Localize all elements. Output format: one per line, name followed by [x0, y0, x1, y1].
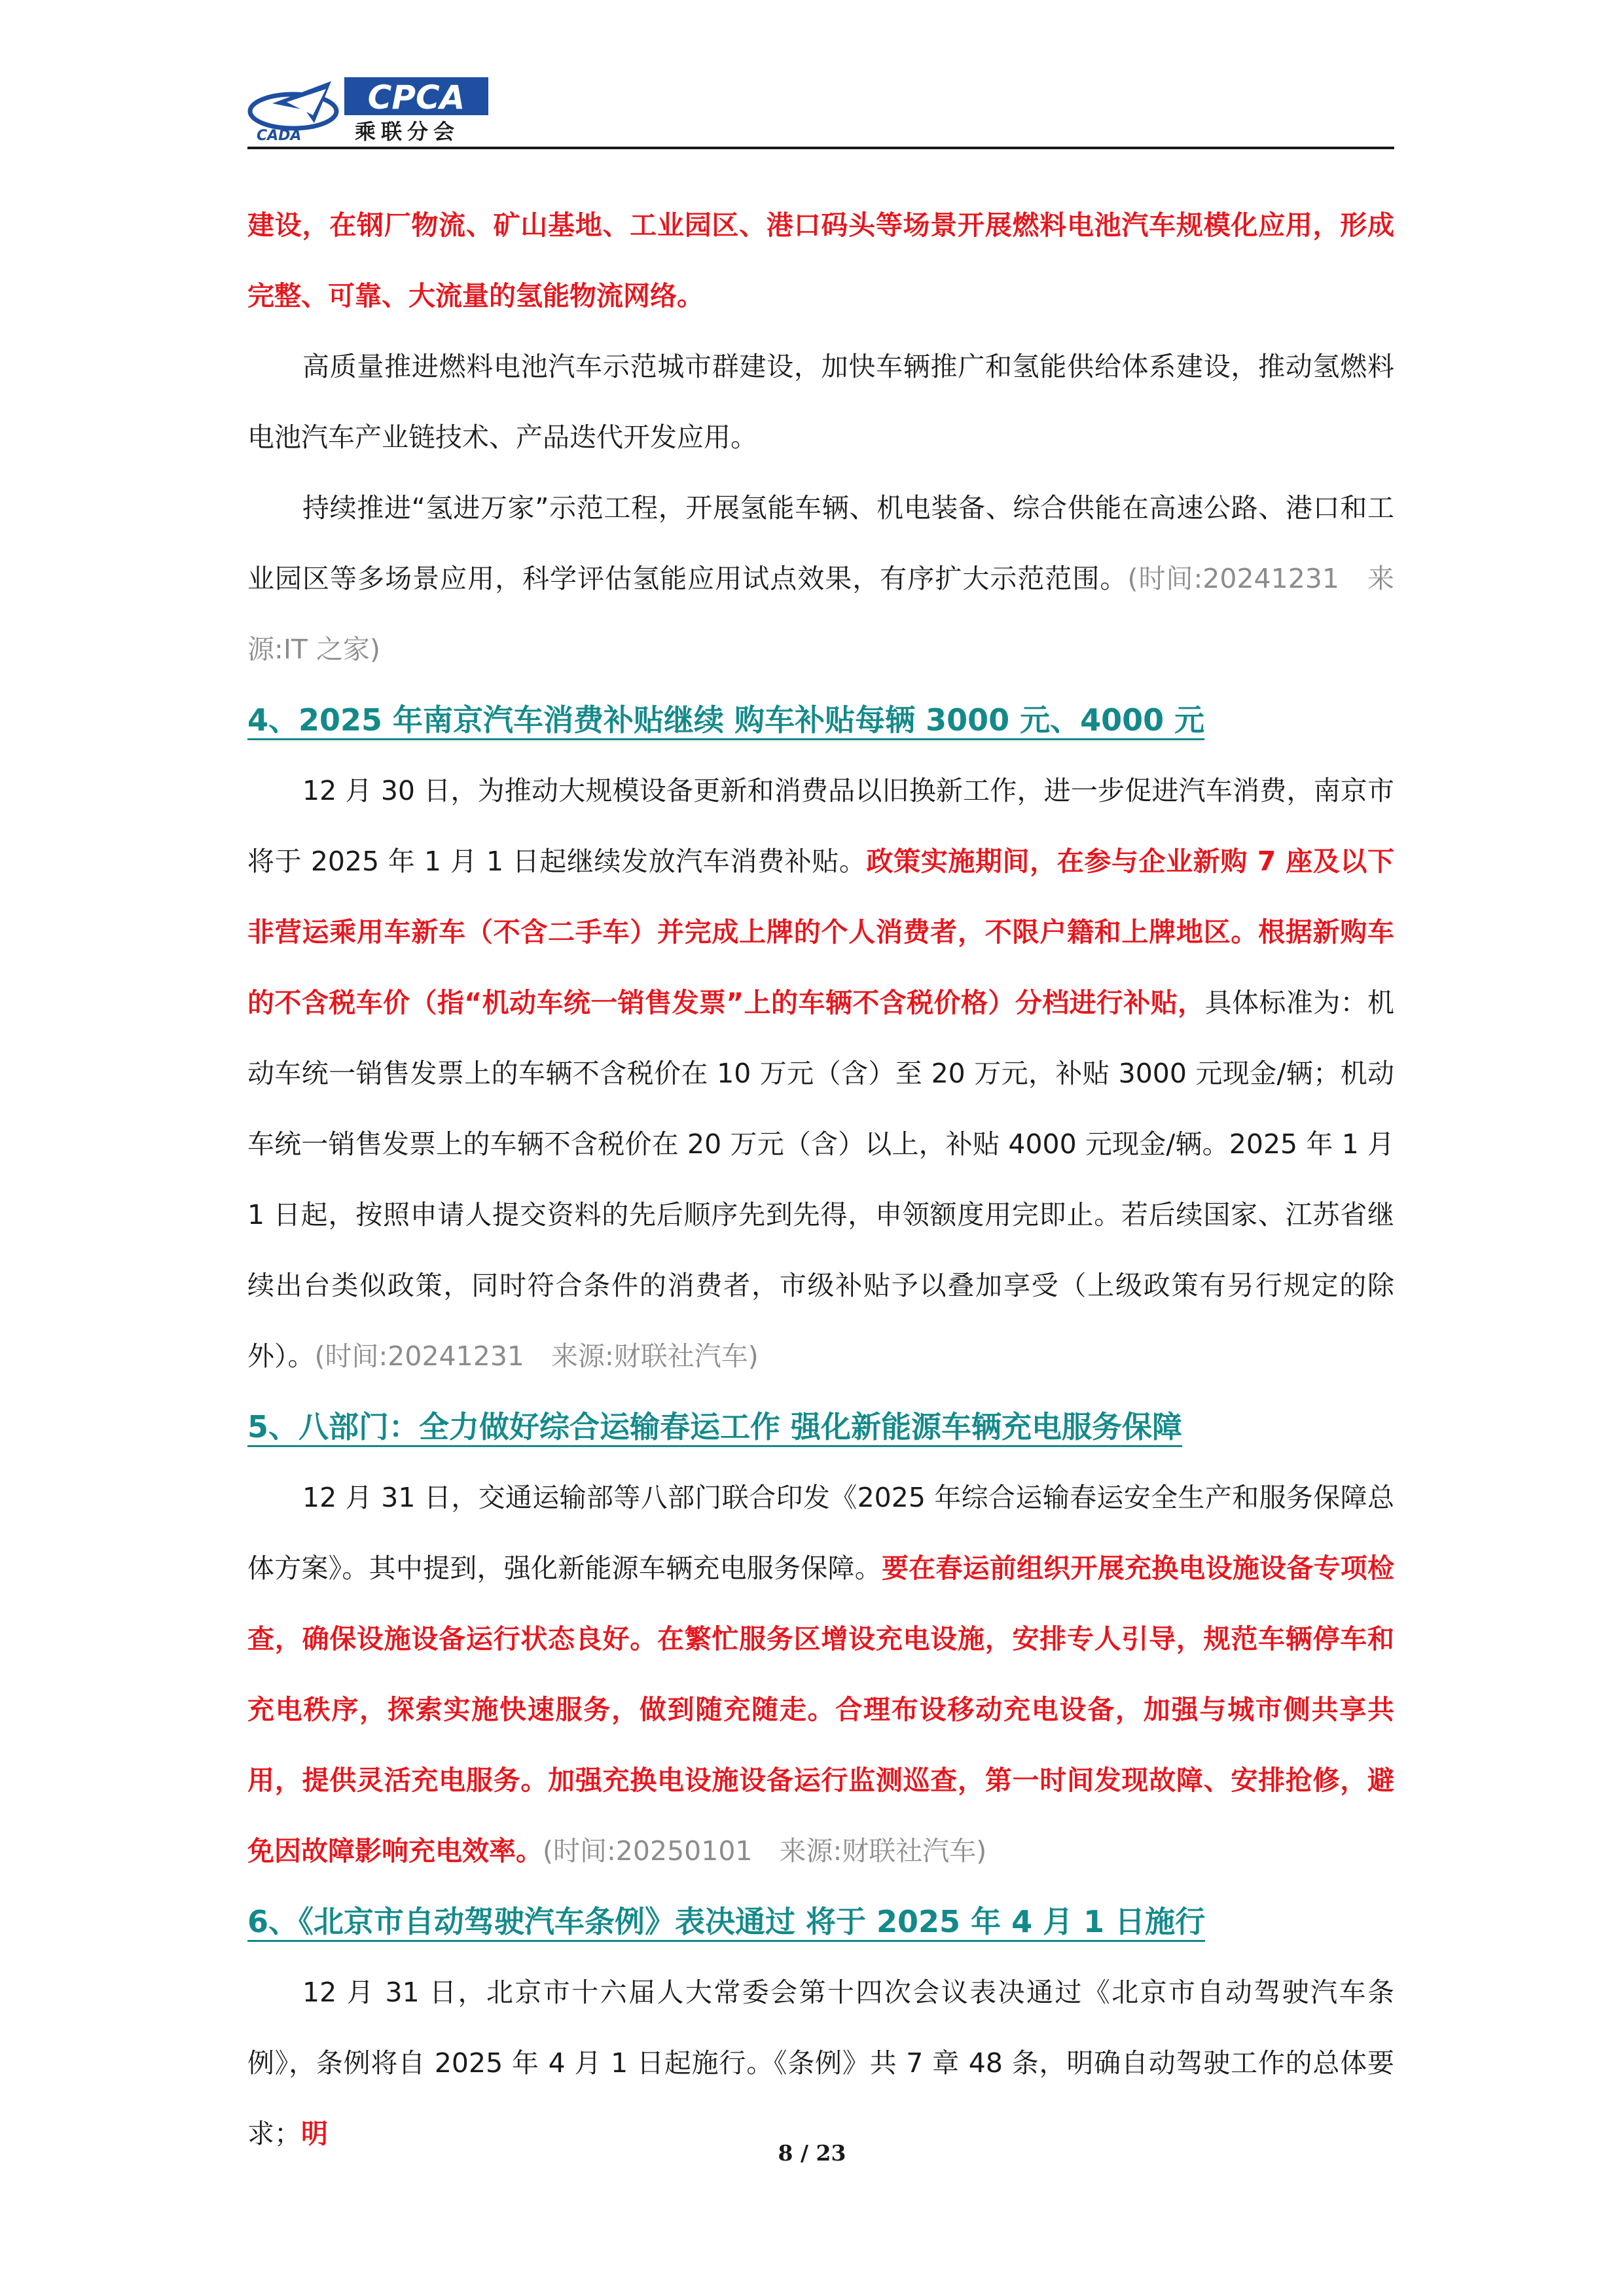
intro-red-text: 建设，在钢厂物流、矿山基地、工业园区、港口码头等场景开展燃料电池汽车规模化应用，形成完整、可靠、大流量的氢能物流网络。: [247, 209, 1394, 312]
section-4-red-text: 政策实施期间，在参与企业新购 7 座及以下非营运乘用车新车（不含二手车）并完成上牌的个人消费者，不限户籍和上牌地区。根据新购车的不含税车价（指“机动车统一销售发票”上的车辆不含税价格）分档进行补贴，: [247, 846, 1394, 1018]
section-5-red-text: 要在春运前组织开展充换电设施设备专项检查，确保设施设备运行状态良好。在繁忙服务区增设充电设施，安排专人引导，规范车辆停车和充电秩序，探索实施快速服务，做到随充随走。合理布设移动充电设备，加强与城市侧共享共用，提供灵活充电服务。加强充换电设施设备运行监测巡查，第一时间发现故障、安排抢修，避免因故障影响充电效率。: [247, 1552, 1395, 1867]
header-divider: [247, 147, 1394, 149]
source-note: (时间:20250101 来源:财联社汽车): [543, 1835, 987, 1867]
section-6-text: 12 月 31 日，北京市十六届人大常委会第十四次会议表决通过《北京市自动驾驶汽车条例》，条例将自 2025 年 4 月 1 日起施行。《条例》共 7 章 48 条，明确自动驾驶工作的总体要求；: [247, 1977, 1394, 2149]
logo-mark-text: CADA: [257, 128, 302, 144]
section-4-paragraph: [247, 755, 1394, 1391]
cpca-logo: [247, 63, 496, 148]
source-note: (时间:20241231 来源:IT 之家): [247, 563, 1394, 665]
section-6-paragraph: [247, 1957, 1394, 2169]
intro-p3-text: 持续推进“氢进万家”示范工程，开展氢能车辆、机电装备、综合供能在高速公路、港口和工业园区等多场景应用，科学评估氢能应用试点效果，有序扩大示范范围。: [247, 492, 1394, 594]
page-number: 8 / 23: [778, 2140, 846, 2166]
section-4-heading: 4、2025 年南京汽车消费补贴继续 购车补贴每辆 3000 元、4000 元: [247, 702, 1205, 738]
logo-text: CPCA: [367, 79, 465, 117]
section-5-text: 12 月 31 日，交通运输部等八部门联合印发《2025 年综合运输春运安全生产和服务保障总体方案》。其中提到，强化新能源车辆充电服务保障。: [247, 1482, 1394, 1584]
document-body: [247, 190, 1394, 2169]
page-header: [247, 63, 1399, 149]
source-note: (时间:20241231 来源:财联社汽车): [314, 1340, 759, 1372]
section-4-text: 12 月 30 日，为推动大规模设备更新和消费品以旧换新工作，进一步促进汽车消费，南京市将于 2025 年 1 月 1 日起继续发放汽车消费补贴。: [247, 775, 1394, 877]
section-6-red-text: 明: [301, 2118, 328, 2149]
logo-subtext: 乘联分会: [355, 119, 460, 144]
section-4-tail-text: 具体标准为：机动车统一销售发票上的车辆不含税价在 10 万元（含）至 20 万元，补贴 3000 元现金/辆；机动车统一销售发票上的车辆不含税价在 20 万元（含）以上，补贴 4000 元现金/辆。2025 年 1 月 1 日起，按照申请人提交资料的先后顺序先到先得，申领额度用完即止。若后续国家、江苏省继续出台类似政策，同时符合条件的消费者，市级补贴予以叠加享受（上级政策有另行规定的除外）。: [247, 987, 1395, 1372]
section-5-paragraph: [247, 1462, 1394, 1886]
section-5-heading: 5、八部门：全力做好综合运输春运工作 强化新能源车辆充电服务保障: [247, 1409, 1183, 1444]
section-6-heading: 6、《北京市自动驾驶汽车条例》表决通过 将于 2025 年 4 月 1 日施行: [247, 1904, 1206, 1939]
intro-paragraph-2: 高质量推进燃料电池汽车示范城市群建设，加快车辆推广和氢能供给体系建设，推动氢燃料电池汽车产业链技术、产品迭代开发应用。: [247, 351, 1394, 453]
intro-paragraph-1: [247, 190, 1394, 331]
intro-paragraph-3: [247, 473, 1394, 685]
